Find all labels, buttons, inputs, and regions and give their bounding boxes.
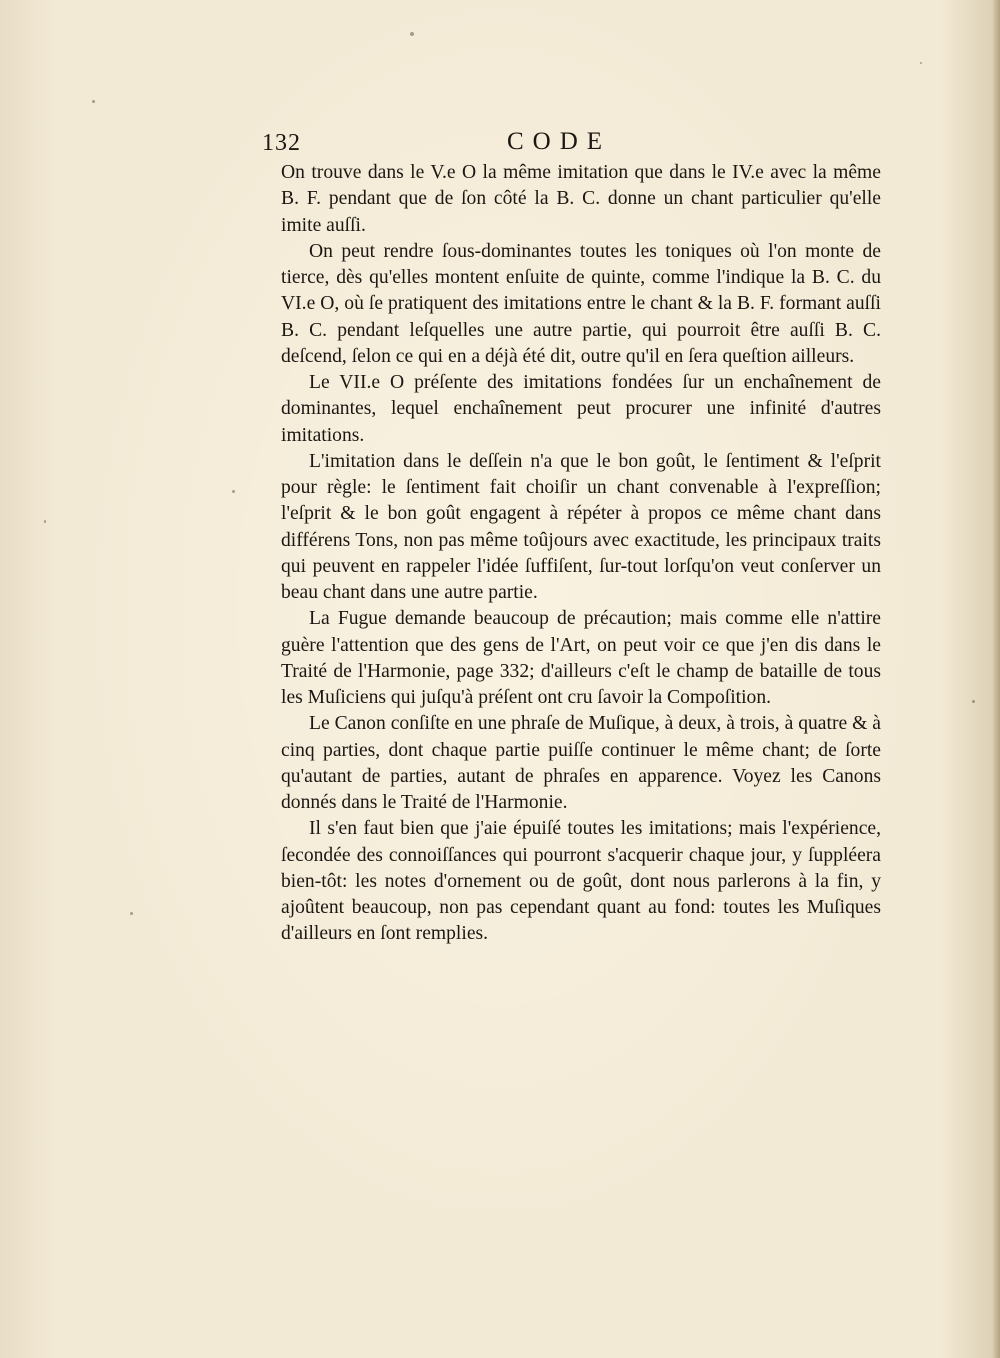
paragraph: On trouve dans le V.e O la même imitation que dans le IV.e avec la même B. F. pendant que de ſon côté la B. C. donne un chant particulier qu'elle imite auſſi. bbox=[281, 162, 881, 236]
paragraph: Le Canon conſiſte en une phraſe de Muſique, à deux, à trois, à quatre & à cinq parties, dont chaque partie puiſſe continuer le même chant; de ſorte qu'autant de parties, autant de phraſes en apparence. Voyez les Canons donnés dans le Traité de l'Harmonie. bbox=[281, 713, 881, 813]
page-header bbox=[262, 128, 882, 162]
page-edge-shadow bbox=[992, 0, 1000, 1358]
paragraph: On peut rendre ſous-dominantes toutes les toniques où l'on monte de tierce, dès qu'elles montent enſuite de quinte, comme l'indique la B. C. du VI.e O, où ſe pratiquent des imitations entre le chant & la B. F. formant auſſi B. C. pendant leſquelles une autre partie, qui pourroit être auſſi B. C. deſcend, ſelon ce qui en a déjà été dit, outre qu'il en ſera queſtion ailleurs. bbox=[281, 240, 881, 367]
paragraph: Il s'en faut bien que j'aie épuiſé toutes les imitations; mais l'expérience, ſecondée des connoiſſances qui pourront s'acquerir chaque jour, y ſuppléera bien-tôt: les notes d'ornement ou de goût, dont nous parlerons à la fin, y ajoûtent beaucoup, non pas cependant quant au fond: toutes les Muſiques d'ailleurs en ſont remplies. bbox=[281, 818, 881, 945]
paragraph: La Fugue demande beaucoup de précaution; mais comme elle n'attire guère l'attention que des gens de l'Art, on peut voir ce que j'en dis dans le Traité de l'Harmonie, page 332; d'ailleurs c'eſt le champ de bataille de tous les Muſiciens qui juſqu'à préſent ont cru ſavoir la Compoſition. bbox=[281, 608, 881, 708]
paragraph: Le VII.e O préſente des imitations fondées ſur un enchaînement de dominantes, lequel enchaînement peut procurer une infinité d'autres imitations. bbox=[281, 372, 881, 446]
body-text bbox=[281, 160, 881, 948]
page-number: 132 bbox=[262, 130, 301, 156]
paragraph: L'imitation dans le deſſein n'a que le bon goût, le ſentiment & l'eſprit pour règle: le ſentiment fait choiſir un chant convenable à l'expreſſion; l'eſprit & le bon goût engagent à répéter à propos ce même chant dans différens Tons, non pas même toûjours avec exactitude, les principaux traits qui peuvent en rappeler l'idée ſuffiſent, ſur-tout lorſqu'on veut conſerver un beau chant dans une autre partie. bbox=[281, 450, 881, 603]
running-title: CODE bbox=[507, 128, 612, 155]
